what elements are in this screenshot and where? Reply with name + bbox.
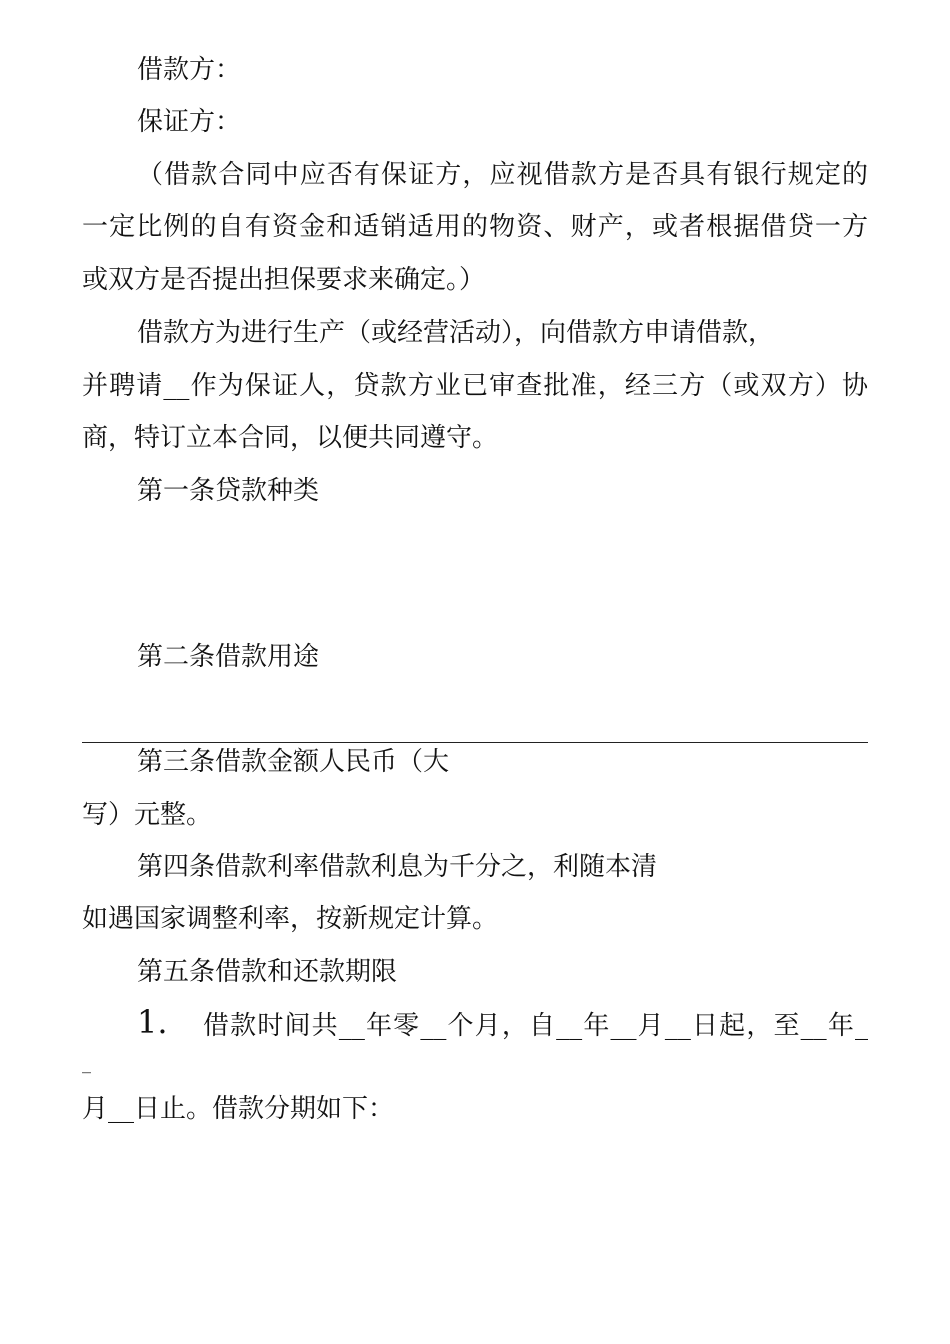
article-3-line-1: 第三条借款金额人民币（大 xyxy=(137,747,450,777)
note-line-1: （借款合同中应否有保证方，应视借款方是否具有银行规定的 xyxy=(137,160,868,190)
note-line-2: 一定比例的自有资金和适销适用的物资、财产，或者根据借贷一方 xyxy=(82,212,868,242)
item-1-wrap: _ xyxy=(82,1053,91,1074)
preamble-line-1: 借款方为进行生产（或经营活动），向借款方申请借款， xyxy=(137,318,775,348)
article-4-line-2: 如遇国家调整利率，按新规定计算。 xyxy=(82,904,499,934)
article-5-heading: 第五条借款和还款期限 xyxy=(137,957,398,987)
item-1-number: 1. xyxy=(137,1003,168,1041)
preamble-line-2: 并聘请__作为保证人，贷款方业已审查批准，经三方（或双方）协 xyxy=(82,371,868,401)
note-line-3: 或双方是否提出担保要求来确定。） xyxy=(82,265,486,295)
guarantor-line: 保证方： xyxy=(137,107,242,137)
article-3-line-2: 写）元整。 xyxy=(82,800,213,830)
item-1-text: 借款时间共__年零__个月，自__年__月__日起，至__年_ xyxy=(203,1011,868,1041)
item-1-continuation: 月__日止。借款分期如下： xyxy=(82,1094,395,1124)
fill-in-rule xyxy=(82,742,868,743)
article-1-heading: 第一条贷款种类 xyxy=(137,476,320,506)
article-4-line-1: 第四条借款利率借款利息为千分之，利随本清 xyxy=(137,852,658,882)
preamble-line-3: 商，特订立本合同，以便共同遵守。 xyxy=(82,423,499,453)
article-2-heading: 第二条借款用途 xyxy=(137,642,320,672)
borrower-line: 借款方： xyxy=(137,55,242,85)
